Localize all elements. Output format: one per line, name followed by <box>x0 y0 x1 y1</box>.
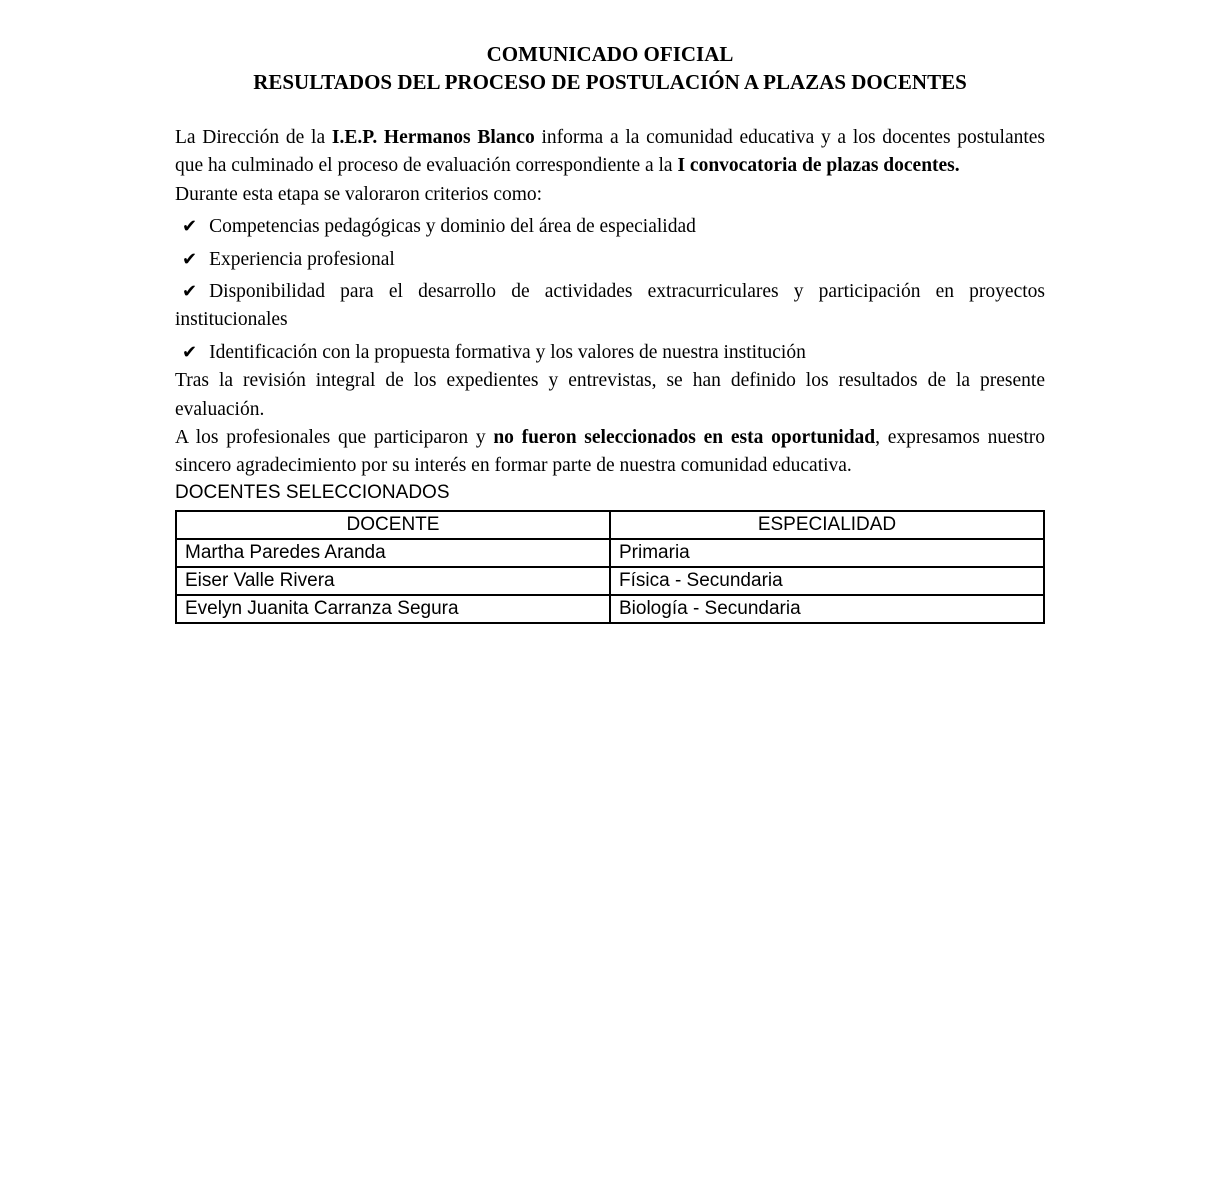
criteria-item-1 <box>175 213 1045 241</box>
column-header-docente: DOCENTE <box>176 511 610 539</box>
title-line-1: COMUNICADO OFICIAL <box>486 42 734 66</box>
table-row <box>176 595 1044 623</box>
teacher-name: Eiser Valle Rivera <box>176 567 610 595</box>
teacher-name: Evelyn Juanita Carranza Segura <box>176 595 610 623</box>
institution-name: I.E.P. Hermanos Blanco <box>331 127 535 148</box>
criteria-text-2: Experiencia profesional <box>209 248 395 270</box>
table-row <box>176 539 1044 567</box>
teacher-specialty: Biología - Secundaria <box>610 595 1044 623</box>
convocatoria-bold: I convocatoria de plazas docentes. <box>677 155 960 177</box>
not-selected-bold: no fueron seleccionados en esta oportunidad <box>493 427 876 449</box>
criteria-text-3: Disponibilidad para el desarrollo de actividades extracurriculares y participación en proyectos institucionales <box>175 281 1045 331</box>
table-label: DOCENTES SELECCIONADOS <box>175 481 450 503</box>
table-header-row <box>176 511 1044 539</box>
teacher-specialty: Física - Secundaria <box>610 567 1044 595</box>
criteria-text-1: Competencias pedagógicas y dominio del área de especialidad <box>209 216 696 238</box>
checkmark-icon: ✔ <box>182 248 198 270</box>
teacher-specialty: Primaria <box>610 539 1044 567</box>
document-title <box>175 40 1045 96</box>
criteria-text-4: Identificación con la propuesta formativa y los valores de nuestra institución <box>209 341 806 363</box>
intro-text: La Dirección de la <box>175 127 332 148</box>
checkmark-icon: ✔ <box>182 216 198 238</box>
title-line-2: RESULTADOS DEL PROCESO DE POSTULACIÓN A PLAZAS DOCENTES <box>253 70 967 94</box>
criteria-intro: Durante esta etapa se valoraron criterios como: <box>175 183 543 205</box>
results-paragraph: Tras la revisión integral de los expedientes y entrevistas, se han definido los resultados de la presente evaluación. <box>175 370 1045 420</box>
intro-paragraph <box>175 124 1045 181</box>
column-header-especialidad: ESPECIALIDAD <box>610 511 1044 539</box>
thanks-paragraph <box>175 424 1045 481</box>
criteria-item-2 <box>175 246 1045 274</box>
checkmark-icon: ✔ <box>182 281 198 303</box>
thanks-text-pre: A los profesionales que participaron y <box>175 427 494 449</box>
document-body <box>175 124 1045 481</box>
table-row <box>176 567 1044 595</box>
criteria-item-3 <box>175 278 1045 335</box>
intro-text-mid: informa a la comunidad educativa y a los docentes postulantes que ha culminado el proceso de evaluación correspondiente a la <box>175 127 1046 177</box>
checkmark-icon: ✔ <box>182 341 198 363</box>
teacher-name: Martha Paredes Aranda <box>176 539 610 567</box>
document-content <box>175 0 1045 624</box>
criteria-item-4 <box>175 339 1045 367</box>
thanks-text-post: , expresamos nuestro sincero agradecimiento por su interés en formar parte de nuestra comunidad educativa. <box>175 427 1045 477</box>
selected-teachers-table <box>175 510 1045 624</box>
